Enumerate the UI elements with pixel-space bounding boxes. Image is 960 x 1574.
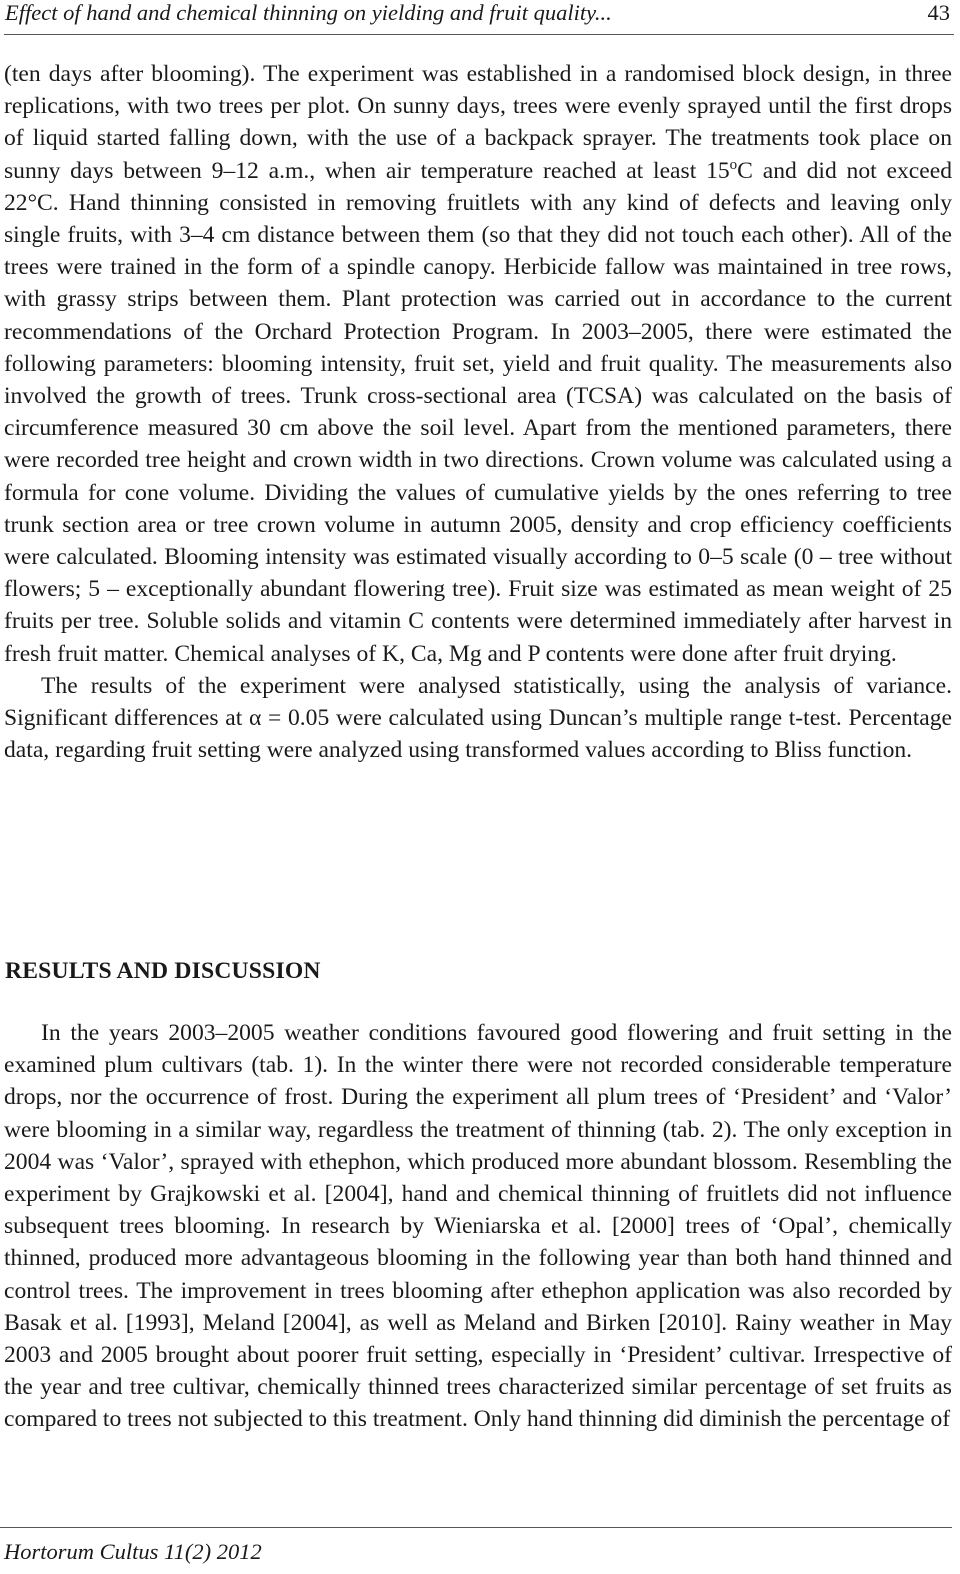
page-number: 43 xyxy=(927,0,950,25)
results-paragraph-1: In the years 2003–2005 weather conditions favoured good flowering and fruit setting in the examined plum cultivars (tab. 1). In the winter there were not recorded considerable temperature drops, nor the occurrence of frost. During the experiment all plum trees of ‘President’ and ‘Valor’ were blooming in a similar way, regardless the treatment of thinning (tab. 2). The only exception in 2004 was ‘Valor’, sprayed with ethephon, which produced more abundant blossom. Resembling the experiment by Grajkowski et al. [2004], hand and chemical thinning of fruitlets did not influence subsequent trees blooming. In research by Wieniarska et al. [2000] trees of ‘Opal’, chemically thinned, produced more advantageous blooming in the following year than both hand thinned and control trees. The improvement in trees blooming after ethephon application was also recorded by Basak et al. [1993], Meland [2004], as well as Meland and Birken [2010]. Rainy weather in May 2003 and 2005 brought about poorer fruit setting, especially in ‘President’ cultivar. Irrespective of the year and tree cultivar, chemically thinned trees characterized similar percentage of set fruits as compared to trees not subjected to this treatment. Only hand thinning did diminish the percentage of xyxy=(4,1020,952,1433)
methods-paragraph-2: The results of the experiment were analysed statistically, using the analysis of variance. Significant differences at α = 0.05 were calculated using Duncan’s multiple range t-test. Percentage data, regarding fruit setting were analyzed using transformed values according to Bliss function. xyxy=(4,672,952,764)
running-title: Effect of hand and chemical thinning on yielding and fruit quality... xyxy=(5,0,612,25)
results-text-block xyxy=(4,1017,952,1436)
header-rule xyxy=(4,34,954,35)
methods-text-block xyxy=(4,58,952,766)
section-heading-results: RESULTS AND DISCUSSION xyxy=(5,958,321,984)
methods-paragraph-1 xyxy=(4,58,952,670)
methods-p1-text-a: (ten days after blooming). The experiment was established in a randomised block design, in three replications, with two trees per plot. On sunny days, trees were evenly sprayed until the first drops of liquid started falling down, with the use of a backpack sprayer. The treatments took place on sunny days between 9–12 a.m., when air temperature reached at least 15 xyxy=(4,61,952,184)
footer-rule xyxy=(0,1527,952,1528)
methods-p1-text-b: C and did not exceed 22°C. Hand thinning consisted in removing fruitlets with any kind of defects and leaving only single fruits, with 3–4 cm distance between them (so that they did not touch each other). All of the trees were trained in the form of a spindle canopy. Herbicide fallow was maintained in tree rows, with grassy strips between them. Plant protection was carried out in accordance to the current recommendations of the Orchard Protection Program. In 2003–2005, there were estimated the following parameters: blooming intensity, fruit set, yield and fruit quality. The measurements also involved the growth of trees. Trunk cross-sectional area (TCSA) was calculated on the basis of circumference measured 30 cm above the soil level. Apart from the mentioned parameters, there were recorded tree height and crown width in two directions. Crown volume was calculated using a formula for cone volume. Dividing the values of cumulative yields by the ones referring to tree trunk section area or tree crown volume in autumn 2005, density and crop efficiency coefficients were calculated. Blooming intensity was estimated visually according to 0–5 scale (0 – tree without flowers; 5 – exceptionally abundant flowering tree). Fruit size was estimated as mean weight of 25 fruits per tree. Soluble solids and vitamin C contents were determined immediately after harvest in fresh fruit matter. Chemical analyses of K, Ca, Mg and P contents were done after fruit drying. xyxy=(4,157,952,667)
journal-footer: Hortorum Cultus 11(2) 2012 xyxy=(4,1539,262,1564)
degree-superscript: o xyxy=(729,156,738,173)
